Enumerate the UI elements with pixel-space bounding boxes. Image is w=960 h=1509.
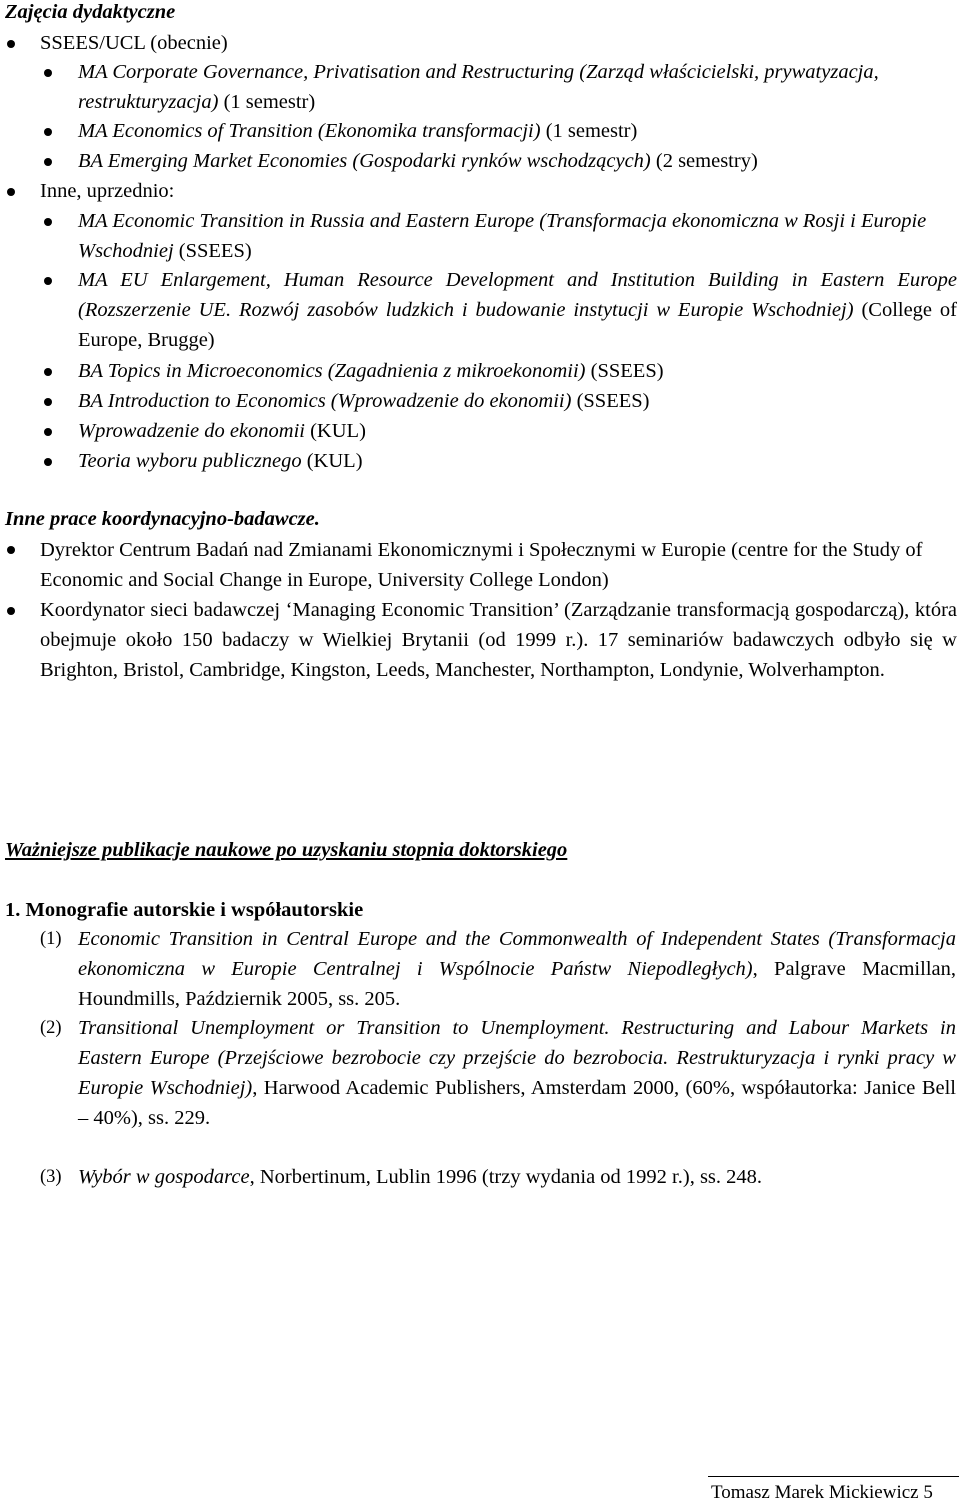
- list-item-coordination: Koordynator sieci badawczej ‘Managing Economic Transition’ (Zarządzanie transformacją gospodarczą), która obejmuje około 150 badaczy w Wielkiej Brytanii (od 1999 r.). 17 seminariów badawczych odbyło się w Brighton, Bristol, Cambridge, Kingston, Leeds, Manchester, Northampton, Londynie, Wolverhampton.: [40, 599, 957, 681]
- subsection-title-monographs: 1. Monografie autorskie i współautorskie: [5, 899, 364, 921]
- list-item-course: MA Economics of Transition (Ekonomika transformacji) (1 semestr): [78, 120, 638, 142]
- bullet-icon: [44, 277, 52, 285]
- bullet-icon: [7, 607, 15, 615]
- list-item-coordination: Dyrektor Centrum Badań nad Zmianami Ekonomicznymi i Społecznymi w Europie (centre for the Study of Economic and Social Change in Europe, University College London): [40, 539, 923, 591]
- bullet-icon: [7, 188, 15, 196]
- bullet-icon: [44, 158, 52, 166]
- list-item-course: BA Introduction to Economics (Wprowadzenie do ekonomii) (SSEES): [78, 390, 650, 412]
- list-item-course: BA Topics in Microeconomics (Zagadnienia z mikroekonomii) (SSEES): [78, 360, 664, 382]
- bullet-icon: [44, 398, 52, 406]
- list-item-course: MA Economic Transition in Russia and Eastern Europe (Transformacja ekonomiczna w Rosji i Europie Wschodniej (SSEES): [78, 210, 927, 262]
- publication-item: Transitional Unemployment or Transition to Unemployment. Restructuring and Labour Markets in Eastern Europe (Przejściowe bezrobocie czy przejście do bezrobocia. Restrukturyzacja i rynki pracy w Europie Wschodniej), Harwood Academic Publishers, Amsterdam 2000, (60%, współautorka: Janice Bell – 40%), ss. 229.: [78, 1017, 956, 1129]
- list-item-course: BA Emerging Market Economies (Gospodarki rynków wschodzących) (2 semestry): [78, 150, 758, 172]
- bullet-icon: [44, 128, 52, 136]
- page-footer: Tomasz Marek Mickiewicz 5: [711, 1482, 933, 1503]
- bullet-icon: [44, 368, 52, 376]
- section-title-teaching: Zajęcia dydaktyczne: [5, 1, 176, 23]
- list-item-course: Teoria wyboru publicznego (KUL): [78, 450, 363, 472]
- bullet-icon: [7, 40, 15, 48]
- publication-number: (2): [40, 1018, 62, 1038]
- bullet-icon: [7, 546, 15, 554]
- list-item-previous-label: Inne, uprzednio:: [40, 180, 175, 202]
- publication-item: Economic Transition in Central Europe and the Commonwealth of Independent States (Transformacja ekonomiczna w Europie Centralnej i Wspólnocie Państw Niepodległych), Palgrave Macmillan, Houndmills, Październik 2005, ss. 205.: [78, 928, 956, 1010]
- list-item-course: Wprowadzenie do ekonomii (KUL): [78, 420, 366, 442]
- list-item-course: MA Corporate Governance, Privatisation and Restructuring (Zarząd właścicielski, prywatyzacja, restrukturyzacja) (1 semestr): [78, 61, 879, 113]
- list-item-course: MA EU Enlargement, Human Resource Development and Institution Building in Eastern Europe (Rozszerzenie UE. Rozwój zasobów ludzkich i budowanie instytucji w Europie Wschodniej) (College of Europe, Brugge): [78, 269, 957, 351]
- footer-divider: [708, 1476, 959, 1477]
- publication-number: (1): [40, 929, 62, 949]
- section-title-coordination: Inne prace koordynacyjno-badawcze.: [5, 508, 320, 530]
- publication-number: (3): [40, 1167, 62, 1187]
- bullet-icon: [44, 218, 52, 226]
- bullet-icon: [44, 69, 52, 77]
- list-item-ssees-current: SSEES/UCL (obecnie): [40, 32, 228, 54]
- publication-item: Wybór w gospodarce, Norbertinum, Lublin 1996 (trzy wydania od 1992 r.), ss. 248.: [78, 1166, 763, 1188]
- bullet-icon: [44, 458, 52, 466]
- section-title-publications: Ważniejsze publikacje naukowe po uzyskaniu stopnia doktorskiego: [5, 839, 568, 861]
- bullet-icon: [44, 428, 52, 436]
